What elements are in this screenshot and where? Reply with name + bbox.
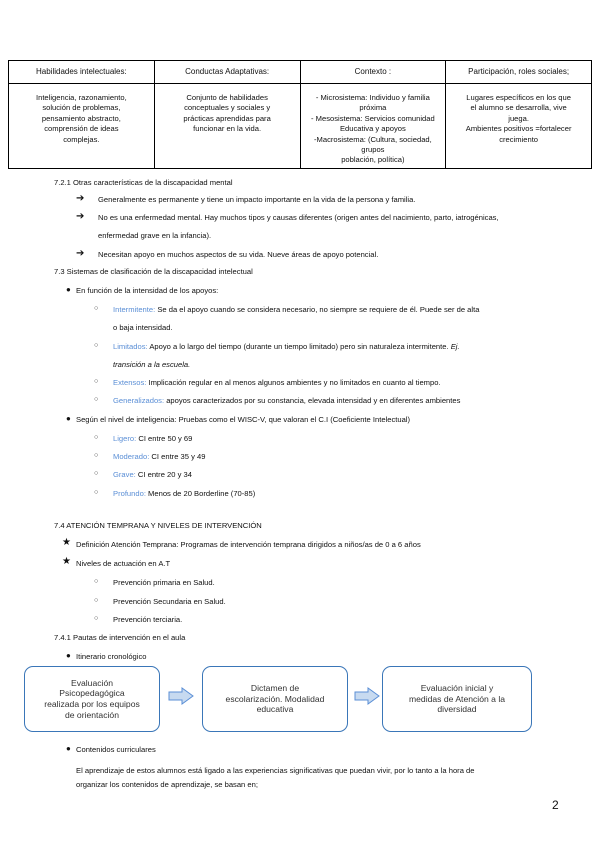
cell-line: - Microsistema: Individuo y familia próxima <box>315 93 430 113</box>
flow-step-inicial <box>382 666 532 732</box>
list-item: En función de la intensidad de los apoyos: <box>76 286 219 295</box>
flow-line: Evaluación inicial y <box>420 683 494 694</box>
term: Ligero: <box>113 434 137 443</box>
term-italic: Ej. <box>450 342 460 351</box>
list-item: No es una enfermedad mental. Hay muchos tipos y causas diferentes (origen antes del nacimiento, parto, iatrogénicas, <box>98 213 499 222</box>
list-item: Itinerario cronológico <box>76 652 147 661</box>
flow-line: educativa <box>256 704 294 715</box>
term: Generalizados: <box>113 396 165 405</box>
list-item <box>113 342 460 352</box>
circle-bullet-icon: ○ <box>94 378 99 385</box>
cell-line: juega. <box>508 113 529 123</box>
flow-line: escolarización. Modalidad <box>225 693 325 704</box>
flow-step-dictamen <box>202 666 348 732</box>
flow-line: Psicopedagógica <box>59 688 125 699</box>
term-text: Apoyo a lo largo del tiempo (durante un tiempo limitado) pero sin naturaleza intermitente. <box>147 342 451 351</box>
list-item <box>113 396 460 406</box>
circle-bullet-icon: ○ <box>94 597 99 604</box>
star-icon: ★ <box>62 537 71 548</box>
list-item <box>113 452 205 462</box>
list-item: Prevención Secundaria en Salud. <box>113 597 226 606</box>
cell-line: conceptuales y sociales y <box>184 103 271 113</box>
cell-line: comprensión de ideas <box>44 124 119 134</box>
term-text: Menos de 20 Borderline (70-85) <box>145 489 256 498</box>
cell-line: prácticas aprendidas para <box>183 113 271 123</box>
circle-bullet-icon: ○ <box>94 342 99 349</box>
cell-line: Inteligencia, razonamiento, <box>35 93 127 102</box>
list-item: Necesitan apoyo en muchos aspectos de su vida. Nueve áreas de apoyo potencial. <box>98 250 379 259</box>
cell-line: crecimiento <box>499 134 539 144</box>
characteristics-table <box>8 60 592 169</box>
list-item-continuation: transición a la escuela. <box>113 360 191 369</box>
list-item <box>113 489 255 499</box>
cell-line: Ambientes positivos =fortalecer <box>465 124 572 134</box>
term: Moderado: <box>113 452 150 461</box>
section-heading: 7.4 ATENCIÓN TEMPRANA Y NIVELES DE INTERVENCIÓN <box>54 521 262 530</box>
paragraph-line: organizar los contenidos de aprendizaje, se basan en; <box>76 780 258 789</box>
flow-line: realizada por los equipos <box>44 699 140 709</box>
list-item: Definición Atención Temprana: Programas de intervención temprana dirigidos a niños/as de 0 a 6 años <box>76 540 421 549</box>
term: Extensos: <box>113 378 147 387</box>
circle-bullet-icon: ○ <box>94 305 99 312</box>
table-cell <box>9 84 155 169</box>
term-text: CI entre 35 y 49 <box>149 452 206 461</box>
table-header: Conductas Adaptativas: <box>154 61 300 84</box>
list-item <box>113 305 479 315</box>
term: Limitados: <box>113 342 148 351</box>
bullet-icon: ● <box>66 651 71 660</box>
flow-line: Dictamen de <box>250 683 300 694</box>
table-header: Contexto : <box>300 61 446 84</box>
list-item-continuation: enfermedad grave en la infancia). <box>98 231 212 240</box>
term-text: Se da el apoyo cuando se considera necesario, no siempre se requiere de él. Puede ser de alta <box>155 305 480 314</box>
cell-line: -Macrosistema: (Cultura, sociedad, grupos <box>314 134 432 155</box>
list-item-continuation: o baja intensidad. <box>113 323 173 332</box>
term-text: CI entre 50 y 69 <box>136 434 193 443</box>
star-icon: ★ <box>62 556 71 567</box>
list-item: Según el nivel de inteligencia: Pruebas como el WISC-V, que valoran el C.I (Coeficiente Intelectual) <box>76 415 411 424</box>
table-cell <box>154 84 300 169</box>
list-item: Generalmente es permanente y tiene un impacto importante en la vida de la persona y familia. <box>98 195 416 204</box>
flow-arrow-icon <box>354 687 380 705</box>
flow-arrow-icon <box>168 687 194 705</box>
list-item: Niveles de actuación en A.T <box>76 559 171 568</box>
list-item: Prevención terciaria. <box>113 615 183 624</box>
term: Grave: <box>113 470 136 479</box>
bullet-icon: ● <box>66 744 71 753</box>
table-header: Participación, roles sociales; <box>446 61 592 84</box>
cell-line: Conjunto de habilidades <box>186 93 268 102</box>
arrow-icon: ➔ <box>76 211 85 222</box>
table-cell <box>300 84 446 169</box>
term-text: apoyos caracterizados por su constancia, elevada intensidad y en diferentes ambientes <box>164 396 461 405</box>
cell-line: solución de problemas, <box>42 103 121 113</box>
cell-line: población, política) <box>341 155 405 165</box>
section-heading: 7.4.1 Pautas de intervención en el aula <box>54 633 186 642</box>
term: Profundo: <box>113 489 146 498</box>
flow-line: medidas de Atención a la <box>408 693 506 704</box>
section-heading: 7.2.1 Otras características de la discapacidad mental <box>54 178 233 187</box>
flow-line: Evaluación <box>70 677 114 688</box>
term-text: Implicación regular en al menos algunos ambientes y no limitados en cuanto al tiempo. <box>146 378 441 387</box>
flow-step-evaluation <box>24 666 160 732</box>
bullet-icon: ● <box>66 414 71 423</box>
paragraph-line: El aprendizaje de estos alumnos está ligado a las experiencias significativas que puedan vivir, por lo tanto a la hora de <box>76 766 475 775</box>
table-cell <box>446 84 592 169</box>
cell-line: Lugares específicos en los que <box>466 93 571 102</box>
cell-line: complejas. <box>63 134 100 144</box>
list-item: Contenidos curriculares <box>76 745 156 754</box>
cell-line: pensamiento abstracto, <box>41 113 121 123</box>
cell-line: - Mesosistema: Servicios comunidad <box>311 113 435 123</box>
list-item <box>113 378 441 388</box>
circle-bullet-icon: ○ <box>94 434 99 441</box>
circle-bullet-icon: ○ <box>94 489 99 496</box>
circle-bullet-icon: ○ <box>94 470 99 477</box>
cell-line: Educativa y apoyos <box>339 124 406 134</box>
term: Intermitente: <box>113 305 156 314</box>
table-header: Habilidades intelectuales: <box>9 61 155 84</box>
arrow-icon: ➔ <box>76 248 85 259</box>
cell-line: el alumno se desarrolla, vive <box>470 103 567 113</box>
term-text: CI entre 20 y 34 <box>135 470 192 479</box>
circle-bullet-icon: ○ <box>94 452 99 459</box>
list-item: Prevención primaria en Salud. <box>113 578 215 587</box>
circle-bullet-icon: ○ <box>94 615 99 622</box>
circle-bullet-icon: ○ <box>94 396 99 403</box>
list-item <box>113 434 192 444</box>
arrow-icon: ➔ <box>76 193 85 204</box>
section-heading: 7.3 Sistemas de clasificación de la discapacidad intelectual <box>54 267 253 276</box>
page-number: 2 <box>552 798 559 812</box>
flow-line: diversidad <box>437 704 477 715</box>
bullet-icon: ● <box>66 285 71 294</box>
list-item <box>113 470 192 480</box>
flow-line: de orientación <box>64 709 119 720</box>
circle-bullet-icon: ○ <box>94 578 99 585</box>
cell-line: funcionar en la vida. <box>193 124 262 134</box>
